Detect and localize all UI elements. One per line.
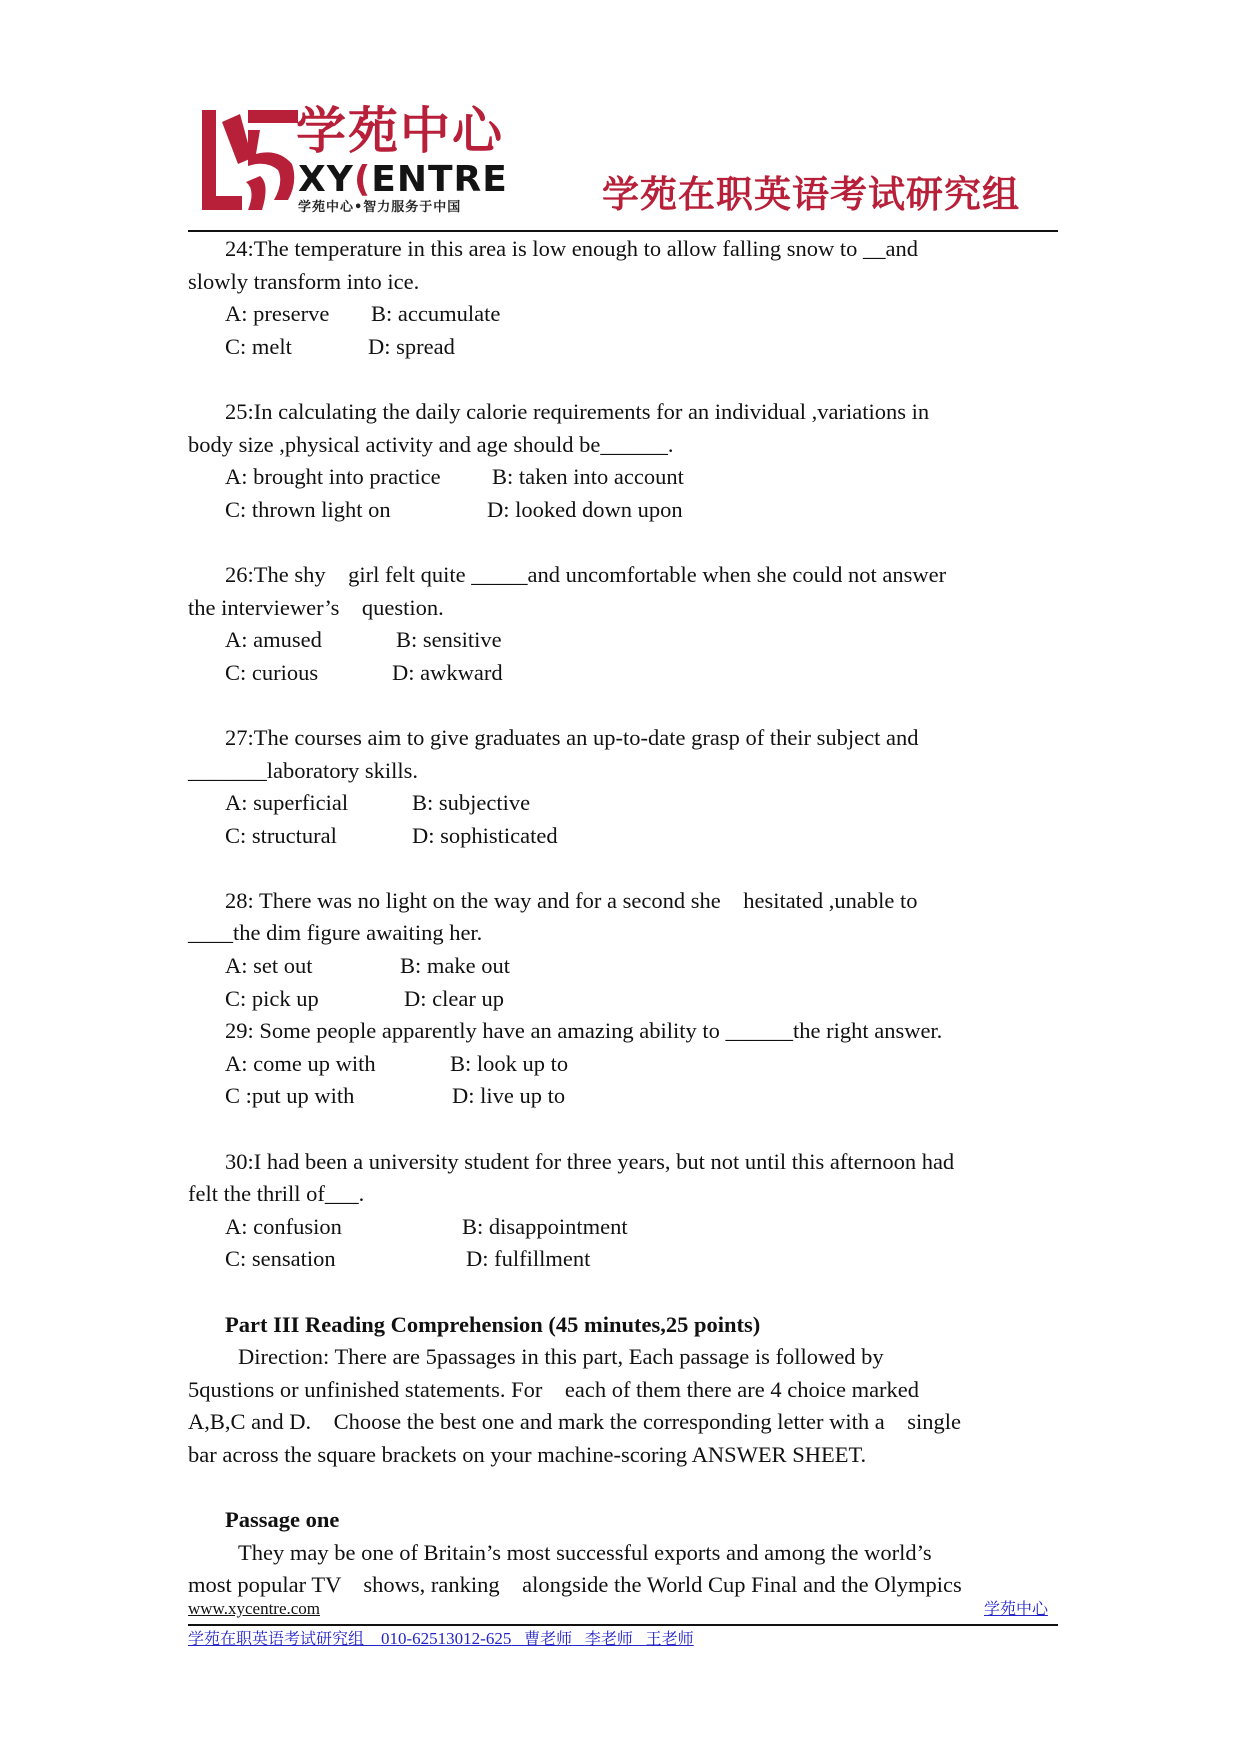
question-text: 28: There was no light on the way and for a second she hesitated ,unable to (225, 887, 918, 913)
options-row (188, 820, 1058, 853)
option-b: B: accumulate (371, 301, 501, 327)
options-row (188, 494, 1058, 527)
option-d: D: awkward (392, 659, 503, 685)
options-row (188, 983, 1058, 1016)
question-24 (188, 233, 1058, 363)
logo-en-prefix: XY (298, 159, 354, 200)
option-d: D: looked down upon (487, 496, 683, 522)
option-a: A: come up with (225, 1050, 376, 1076)
section-heading: Part III Reading Comprehension (45 minutes,25 points) (225, 1311, 761, 1337)
brand-link[interactable]: 学苑中心 (983, 1599, 1048, 1618)
passage-text: They may be one of Britain’s most successful exports and among the world’s (238, 1539, 932, 1565)
options-row (188, 624, 1058, 657)
options-row (188, 950, 1058, 983)
direction-text: Direction: There are 5passages in this part, Each passage is followed by (238, 1344, 884, 1370)
direction-text: bar across the square brackets on your machine-scoring ANSWER SHEET. (188, 1441, 867, 1467)
question-30 (188, 1146, 1058, 1276)
option-a: A: superficial (225, 790, 349, 816)
options-row (188, 1080, 1058, 1113)
question-text: 30:I had been a university student for three years, but not until this afternoon had (225, 1148, 955, 1174)
option-c: C: curious (225, 659, 319, 685)
question-text: _______laboratory skills. (188, 757, 418, 783)
option-a: A: confusion (225, 1213, 342, 1239)
options-row (188, 461, 1058, 494)
options-row (188, 1211, 1058, 1244)
question-25 (188, 396, 1058, 526)
footer-group-name[interactable]: 学苑在职英语考试研究组 (188, 1629, 365, 1648)
question-text: body size ,physical activity and age should be______. (188, 431, 674, 457)
footer-divider (188, 1624, 1058, 1626)
option-b: B: taken into account (492, 464, 684, 490)
part-three-section (188, 1309, 1058, 1472)
question-text: 26:The shy girl felt quite _____and uncomfortable when she could not answer (225, 561, 947, 587)
option-d: D: clear up (404, 985, 504, 1011)
option-d: D: live up to (452, 1083, 566, 1109)
option-c: C: structural (225, 822, 337, 848)
header-divider (188, 230, 1058, 232)
direction-text: A,B,C and D. Choose the best one and mark the corresponding letter with a single (188, 1409, 961, 1435)
option-c: C: melt (225, 333, 292, 359)
logo-en-c-mark: ( (353, 159, 372, 200)
logo-en-suffix: ENTRE (371, 159, 508, 200)
option-c: C: sensation (225, 1246, 336, 1272)
options-row (188, 1048, 1058, 1081)
question-29 (188, 1015, 1058, 1113)
option-b: B: make out (400, 953, 510, 979)
question-26 (188, 559, 1058, 689)
question-text: 27:The courses aim to give graduates an up-to-date grasp of their subject and (225, 724, 919, 750)
option-d: D: fulfillment (466, 1246, 591, 1272)
options-row (188, 1243, 1058, 1276)
options-row (188, 298, 1058, 331)
option-a: A: set out (225, 953, 313, 979)
logo-tagline: 学苑中心•智力服务于中国 (298, 200, 462, 215)
question-text: felt the thrill of___. (188, 1181, 365, 1207)
option-c: C: pick up (225, 985, 319, 1011)
options-row (188, 331, 1058, 364)
header-title: 学苑在职英语考试研究组 (602, 173, 1020, 216)
option-c: C :put up with (225, 1083, 355, 1109)
exam-content (188, 233, 1058, 1602)
passage-text: most popular TV shows, ranking alongside the World Cup Final and the Olympics (188, 1572, 962, 1598)
option-a: A: amused (225, 627, 322, 653)
question-text: ____the dim figure awaiting her. (188, 920, 483, 946)
option-b: B: sensitive (396, 627, 502, 653)
question-text: slowly transform into ice. (188, 268, 420, 294)
footer-teacher[interactable]: 曹老师 (524, 1629, 573, 1648)
option-b: B: disappointment (462, 1213, 628, 1239)
footer-contact-line[interactable] (188, 1628, 694, 1650)
footer-phone[interactable]: 010-62513012-625 (381, 1629, 512, 1648)
passage-one (188, 1504, 1058, 1602)
question-text: 24:The temperature in this area is low enough to allow falling snow to __and (225, 236, 918, 261)
question-text: the interviewer’s question. (188, 594, 444, 620)
website-link[interactable]: www.xycentre.com (188, 1599, 321, 1618)
direction-text: 5qustions or unfinished statements. For each of them there are 4 choice marked (188, 1376, 920, 1402)
options-row (188, 787, 1058, 820)
question-28 (188, 885, 1058, 1015)
option-d: D: sophisticated (412, 822, 558, 848)
logo-english-name (298, 160, 508, 200)
option-d: D: spread (368, 333, 455, 359)
question-text: 25:In calculating the daily calorie requirements for an individual ,variations in (225, 398, 930, 424)
options-row (188, 657, 1058, 690)
question-text: 29: Some people apparently have an amazing ability to ______the right answer. (225, 1018, 943, 1044)
option-b: B: subjective (412, 790, 531, 816)
logo-chinese-name: 学苑中心 (296, 102, 504, 160)
footer-teacher[interactable]: 王老师 (645, 1629, 694, 1648)
option-a: A: preserve (225, 301, 330, 327)
question-27 (188, 722, 1058, 852)
xy-logo-icon (200, 104, 300, 218)
page-footer (188, 1598, 1058, 1622)
option-a: A: brought into practice (225, 464, 441, 490)
option-c: C: thrown light on (225, 496, 391, 522)
footer-teacher[interactable]: 李老师 (584, 1629, 633, 1648)
option-b: B: look up to (450, 1050, 569, 1076)
passage-title: Passage one (225, 1507, 340, 1533)
page-header (188, 96, 1058, 226)
